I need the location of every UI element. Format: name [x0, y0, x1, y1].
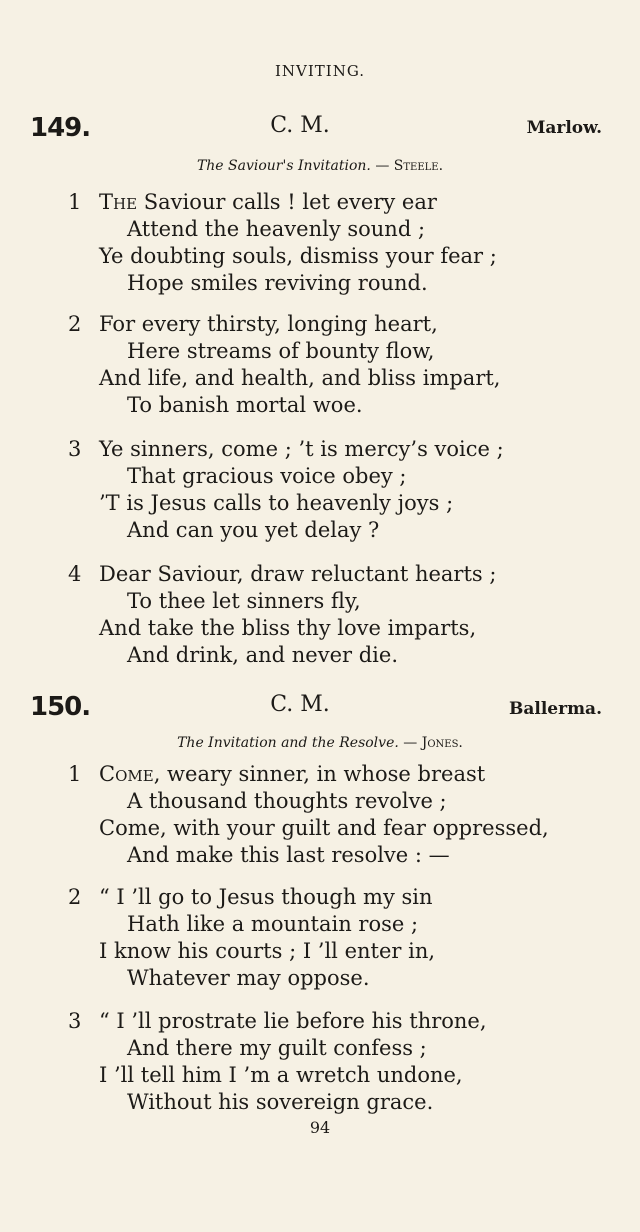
stanza-number: 2 — [68, 885, 82, 909]
stanza-line: I ’ll tell him I ’m a wretch undone, — [99, 1063, 463, 1087]
subtitle-author: — Steele. — [375, 158, 444, 174]
stanza-line: Here streams of bounty flow, — [127, 339, 435, 363]
stanza-line: Come, with your guilt and fear oppressed, — [99, 816, 549, 840]
stanza-line: Dear Saviour, draw reluctant hearts ; — [99, 562, 497, 586]
subtitle-title: The Invitation and the Resolve. — [177, 735, 399, 751]
stanza-line: I know his courts ; I ’ll enter in, — [99, 939, 436, 963]
stanza-line: ’T is Jesus calls to heavenly joys ; — [99, 491, 454, 515]
stanza-number: 2 — [68, 312, 82, 336]
stanza-line: To thee let sinners fly, — [127, 589, 361, 613]
hymn-meter: C. M. — [270, 113, 330, 138]
page-number: 94 — [309, 1118, 331, 1137]
subtitle-author: — Jones. — [403, 735, 463, 751]
stanza-number: 1 — [68, 762, 82, 786]
hymn-150-subtitle — [0, 735, 640, 751]
stanza-number: 1 — [68, 190, 82, 214]
hymn-tune: Marlow. — [526, 118, 602, 138]
stanza-line: “ I ’ll prostrate lie before his throne, — [99, 1009, 487, 1033]
hymn-149-subtitle — [0, 158, 640, 174]
line-lead-word: The — [99, 190, 138, 214]
stanza-line: For every thirsty, longing heart, — [99, 312, 438, 336]
stanza-line — [99, 761, 485, 788]
stanza-line: “ I ’ll go to Jesus though my sin — [99, 885, 433, 909]
stanza-number: 4 — [68, 562, 82, 586]
stanza-line: And life, and health, and bliss impart, — [99, 366, 501, 390]
hymn-meter: C. M. — [270, 692, 330, 717]
line-text: Saviour calls ! let every ear — [137, 190, 437, 214]
stanza-line: Attend the heavenly sound ; — [127, 217, 426, 241]
stanza-line: To banish mortal woe. — [127, 393, 363, 417]
line-text: , weary sinner, in whose breast — [153, 762, 486, 786]
hymn-number: 150. — [30, 692, 91, 722]
running-head: INVITING. — [274, 62, 366, 80]
stanza-line: And make this last resolve : — — [127, 843, 450, 867]
stanza-line: Ye doubting souls, dismiss your fear ; — [99, 244, 497, 268]
stanza-line: And there my guilt confess ; — [127, 1036, 427, 1060]
hymn-150-header — [0, 692, 640, 722]
stanza-line — [99, 189, 437, 216]
hymn-149-header — [0, 113, 640, 143]
stanza-line: Without his sovereign grace. — [127, 1090, 434, 1114]
stanza-line: And take the bliss thy love imparts, — [99, 616, 477, 640]
stanza-line: Hope smiles reviving round. — [127, 271, 428, 295]
stanza-line: Whatever may oppose. — [127, 966, 370, 990]
stanza-line: A thousand thoughts revolve ; — [127, 789, 447, 813]
line-lead-word: Come — [99, 762, 154, 786]
stanza-line: That gracious voice obey ; — [127, 464, 407, 488]
hymn-number: 149. — [30, 113, 91, 143]
hymn-tune: Ballerma. — [509, 699, 602, 719]
stanza-number: 3 — [68, 1009, 82, 1033]
stanza-number: 3 — [68, 437, 82, 461]
stanza-line: Ye sinners, come ; ’t is mercy’s voice ; — [99, 437, 504, 461]
stanza-line: And can you yet delay ? — [127, 518, 380, 542]
stanza-line: And drink, and never die. — [127, 643, 398, 667]
stanza-line: Hath like a mountain rose ; — [127, 912, 419, 936]
subtitle-title: The Saviour's Invitation. — [196, 158, 371, 174]
